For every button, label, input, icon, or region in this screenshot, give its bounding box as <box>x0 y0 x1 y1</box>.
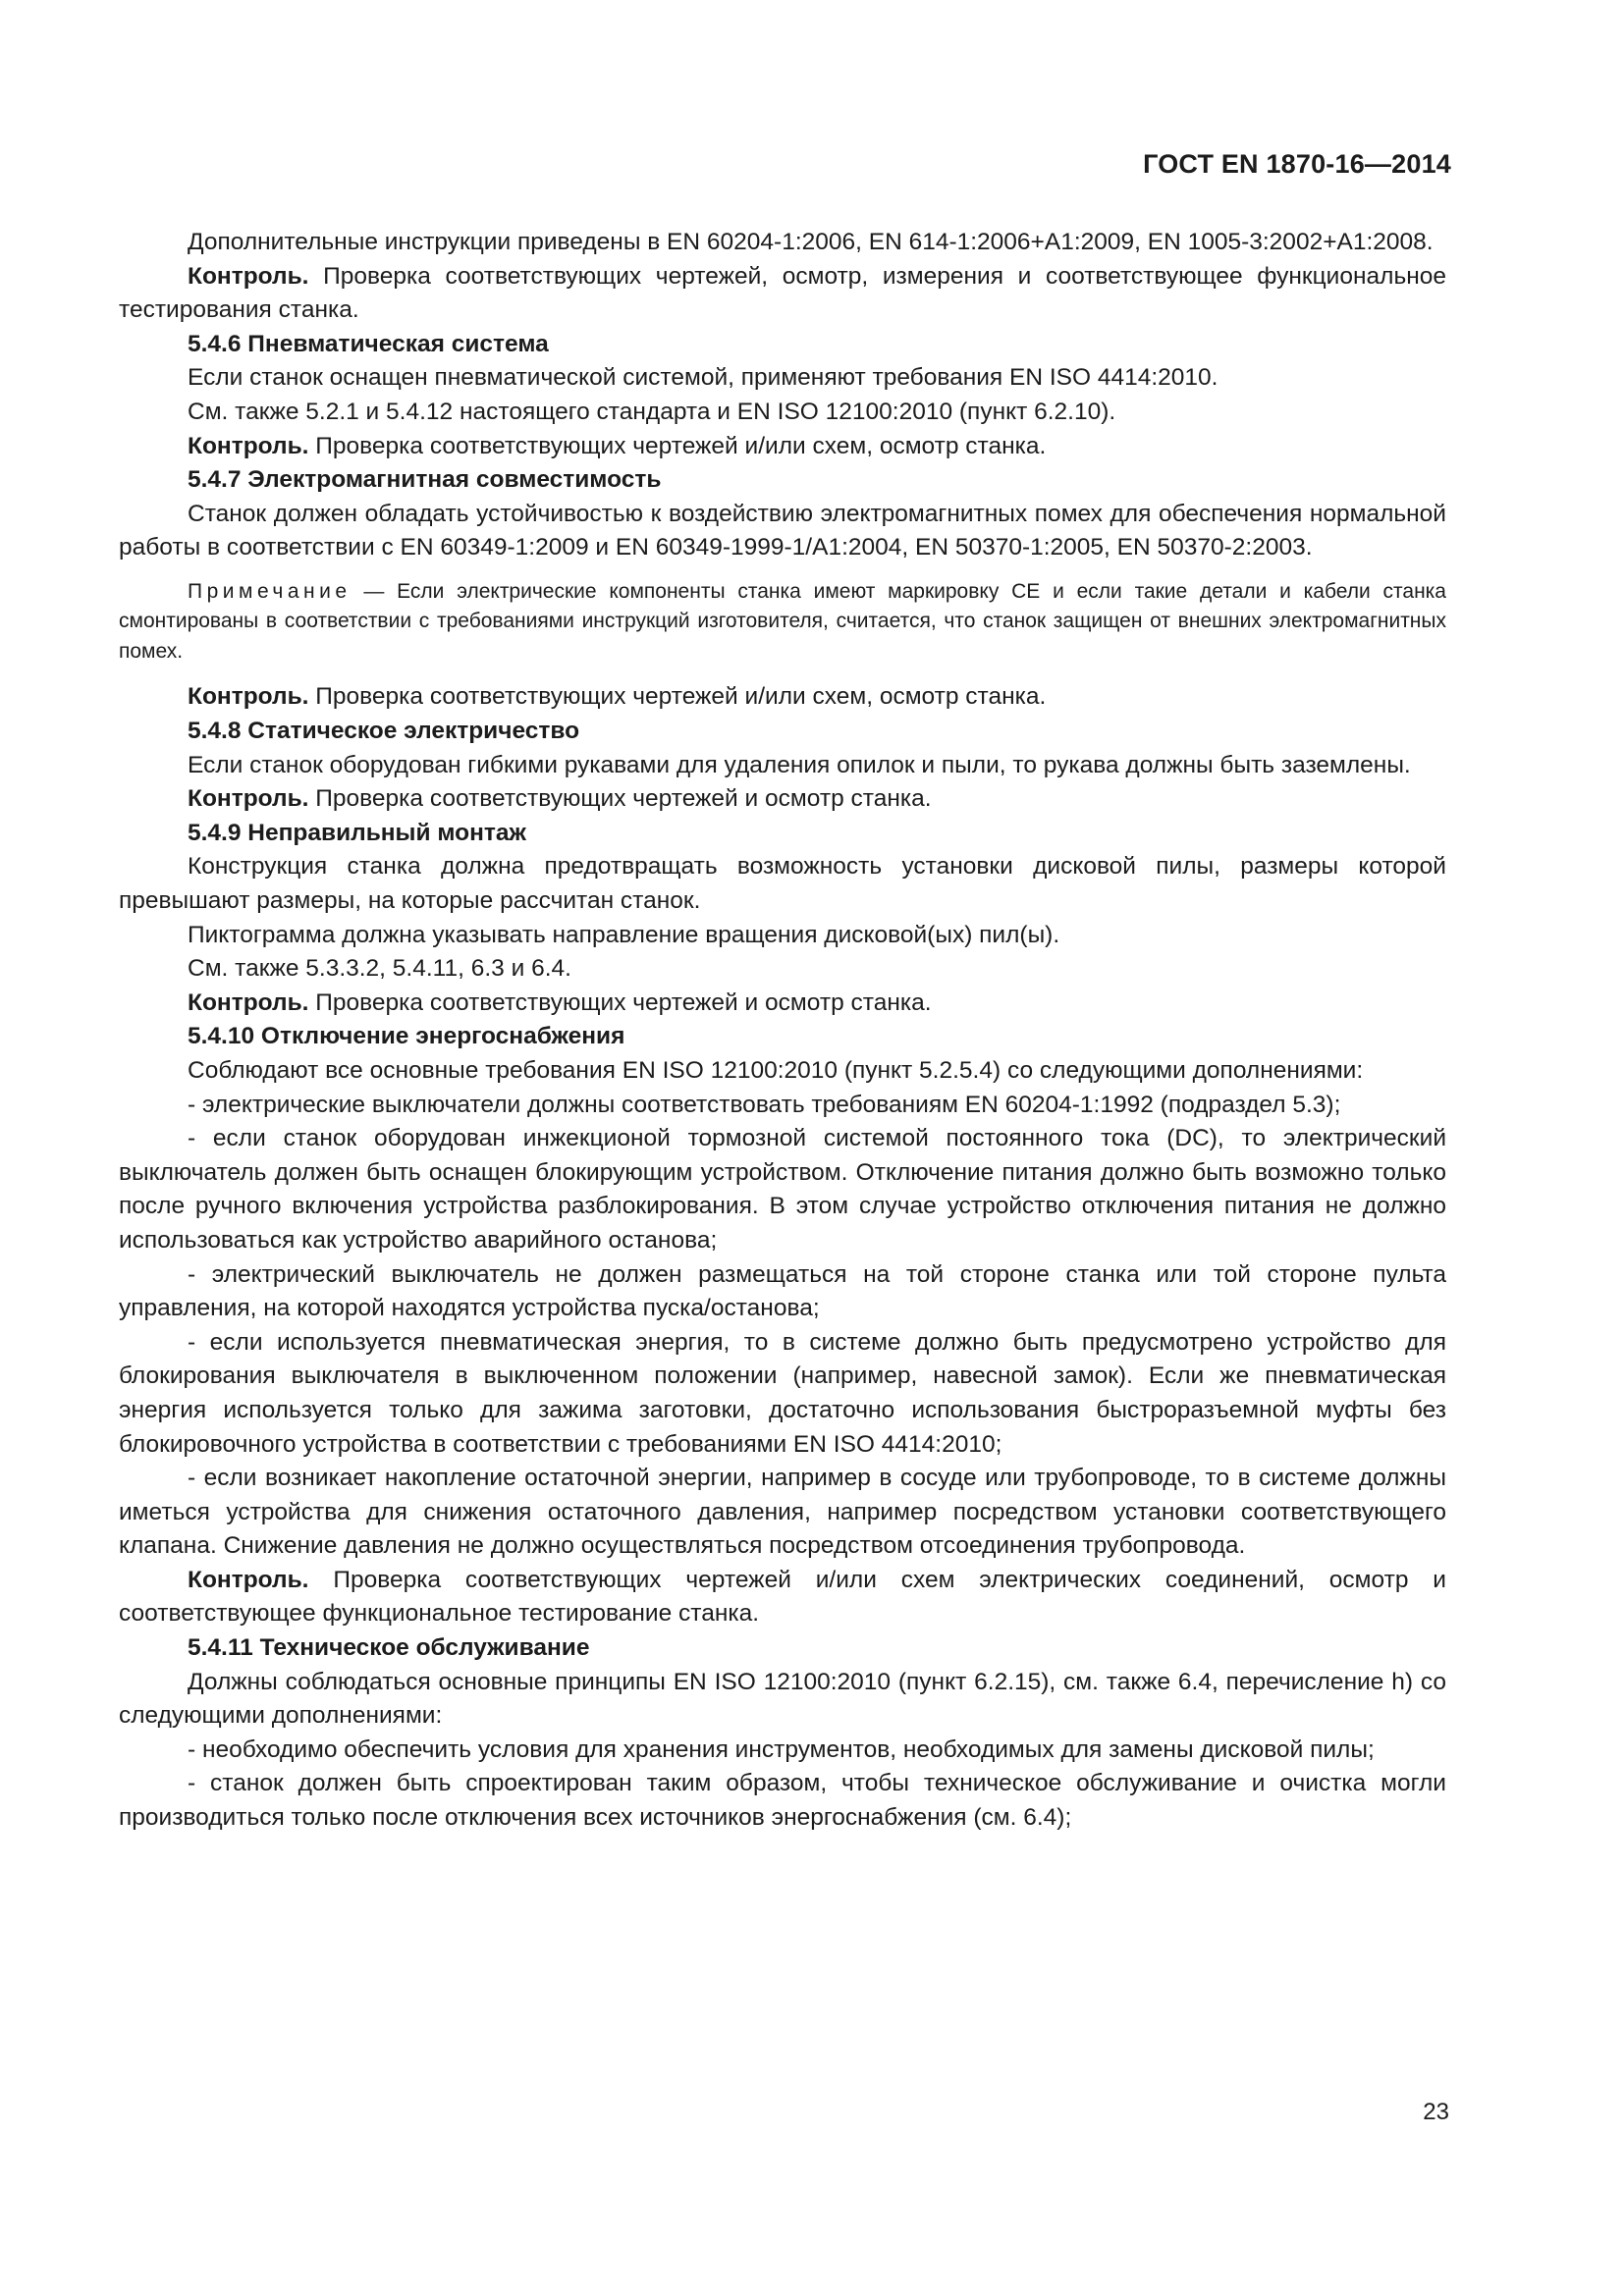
section-heading: 5.4.6 Пневматическая система <box>188 330 549 357</box>
section-heading: 5.4.9 Неправильный монтаж <box>188 819 526 846</box>
note-label: Примечание <box>188 579 352 603</box>
list-item: - если возникает накопление остаточной энергии, например в сосуде или трубопроводе, то в системе должны иметься устройства для снижения остаточного давления, например посредством установки соответствующего клапана. Снижение давления не должно осуществляться посредством отсоединения трубопровода. <box>119 1465 1446 1560</box>
control-label: Контроль. <box>188 1566 309 1593</box>
section-heading: 5.4.7 Электромагнитная совместимость <box>188 466 662 494</box>
note-text: — Если электрические компоненты станка имеют маркировку СЕ и если такие детали и кабели станка смонтированы в соответствии с требованиями инструкций изготовителя, считается, что станок защищен от внешних электромагнитных помех. <box>119 579 1446 663</box>
paragraph: Пиктограмма должна указывать направление вращения дисковой(ых) пил(ы). <box>188 921 1060 948</box>
section-heading: 5.4.10 Отключение энергоснабжения <box>188 1023 625 1050</box>
control-paragraph <box>119 680 1446 715</box>
list-item: - необходимо обеспечить условия для хранения инструментов, необходимых для замены дисковой пилы; <box>188 1735 1375 1763</box>
list-item: - электрический выключатель не должен размещаться на той стороне станка или той стороне пульта управления, на которой находятся устройства пуска/останова; <box>119 1260 1446 1322</box>
section-heading: 5.4.8 Статическое электричество <box>188 718 580 745</box>
control-paragraph <box>119 430 1446 464</box>
control-paragraph <box>119 782 1446 817</box>
control-label: Контроль. <box>188 432 309 459</box>
paragraph: См. также 5.2.1 и 5.4.12 настоящего стандарта и EN ISO 12100:2010 (пункт 6.2.10). <box>188 398 1116 425</box>
page-number: 23 <box>1423 2099 1449 2125</box>
note-paragraph <box>119 577 1446 667</box>
control-label: Контроль. <box>188 683 309 711</box>
control-paragraph <box>119 1564 1446 1631</box>
control-label: Контроль. <box>188 262 309 290</box>
paragraph: Должны соблюдаться основные принципы EN ISO 12100:2010 (пункт 6.2.15), см. также 6.4, перечисление h) со следующими дополнениями: <box>119 1668 1446 1730</box>
control-text: Проверка соответствующих чертежей, осмотр, измерения и соответствующее функциональное тестирования станка. <box>119 262 1446 324</box>
paragraph: Станок должен обладать устойчивостью к воздействию электромагнитных помех для обеспечения нормальной работы в соответствии с EN 60349-1:2009 и EN 60349-1999-1/A1:2004, EN 50370-1:2005, EN 50370-2:2003. <box>119 500 1446 561</box>
list-item: - электрические выключатели должны соответствовать требованиям EN 60204-1:1992 (подраздел 5.3); <box>188 1091 1341 1118</box>
control-text: Проверка соответствующих чертежей и/или схем электрических соединений, осмотр и соответствующее функциональное тестирование станка. <box>119 1566 1446 1628</box>
section-heading: 5.4.11 Техническое обслуживание <box>188 1634 590 1662</box>
paragraph: Дополнительные инструкции приведены в EN 60204-1:2006, EN 614-1:2006+A1:2009, EN 1005-3:2002+A1:2008. <box>188 229 1434 255</box>
control-label: Контроль. <box>188 988 309 1016</box>
control-text: Проверка соответствующих чертежей и осмотр станка. <box>315 988 932 1016</box>
control-text: Проверка соответствующих чертежей и/или схем, осмотр станка. <box>315 683 1047 711</box>
list-item: - станок должен быть спроектирован таким образом, чтобы техническое обслуживание и очистка могли производиться только после отключения всех источников энергоснабжения (см. 6.4); <box>119 1770 1446 1832</box>
list-item: - если станок оборудован инжекционой тормозной системой постоянного тока (DC), то электрический выключатель должен быть оснащен блокирующим устройством. Отключение питания должно быть возможно только после ручного включения устройства разблокирования. В этом случае устройство отключения питания не должно использоваться как устройство аварийного останова; <box>119 1125 1446 1254</box>
control-paragraph <box>119 987 1446 1021</box>
control-text: Проверка соответствующих чертежей и/или схем, осмотр станка. <box>315 432 1047 459</box>
document-body <box>119 226 1446 1836</box>
document-code: ГОСТ EN 1870-16—2014 <box>1143 149 1451 179</box>
paragraph: Если станок оборудован гибкими рукавами для удаления опилок и пыли, то рукава должны быть заземлены. <box>188 751 1411 778</box>
list-item: - если используется пневматическая энергия, то в системе должно быть предусмотрено устройство для блокирования выключателя в выключенном положении (например, навесной замок). Если же пневматическая энергия используется только для зажима заготовки, достаточно использования быстроразъемной муфты без блокировочного устройства в соответствии с требованиями EN ISO 4414:2010; <box>119 1328 1446 1458</box>
control-paragraph <box>119 260 1446 328</box>
paragraph: См. также 5.3.3.2, 5.4.11, 6.3 и 6.4. <box>188 955 571 983</box>
control-label: Контроль. <box>188 785 309 813</box>
paragraph: Соблюдают все основные требования EN ISO 12100:2010 (пункт 5.2.5.4) со следующими дополнениями: <box>188 1056 1364 1084</box>
paragraph: Конструкция станка должна предотвращать возможность установки дисковой пилы, размеры которой превышают размеры, на которые рассчитан станок. <box>119 853 1446 914</box>
control-text: Проверка соответствующих чертежей и осмотр станка. <box>315 785 932 813</box>
paragraph: Если станок оснащен пневматической системой, применяют требования EN ISO 4414:2010. <box>188 364 1218 392</box>
